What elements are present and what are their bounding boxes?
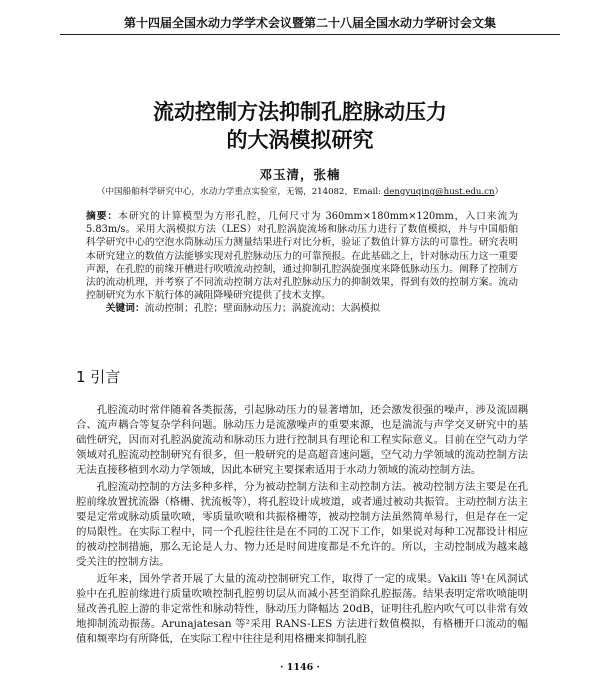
abstract xyxy=(86,210,518,316)
section-heading-introduction: 1 引言 xyxy=(76,368,121,386)
keywords-text: 流动控制；孔腔；壁面脉动压力；涡旋流动；大涡模拟 xyxy=(144,303,380,315)
author-email[interactable]: dengyuqing@hust.edu.cn xyxy=(383,187,495,197)
running-header: 第十四届全国水动力学学术会议暨第二十八届全国水动力学研讨会文集 xyxy=(60,12,560,35)
abstract-label: 摘要： xyxy=(86,211,119,222)
affiliation-close: ） xyxy=(494,187,504,197)
body-text xyxy=(76,403,528,647)
authors: 邓玉清，张楠 xyxy=(259,167,341,182)
paragraph: 近年来，国外学者开展了大量的流动控制研究工作，取得了一定的成果。Vakili 等¹在风洞试验中在孔腔前缘进行质量吹喷控制孔腔剪切层从而减小甚至消除孔腔振荡。结果表明定常吹喷能明显改善孔腔上游的非定常性和脉动特性，脉动压力降幅达 20dB，证明往孔腔内吹气可以非常有效地抑制流动振荡。Arunajatesan 等²采用 RANS-LES 方法进行数值模拟，有格栅开口流动的幅值和频率均有所降低，在实际工程中往往是利用格栅来抑制孔腔 xyxy=(76,573,528,645)
abstract-text: 本研究的计算模型为方形孔腔，几何尺寸为 360mm×180mm×120mm，入口来流为 5.83m/s。采用大涡模拟方法（LES）对孔腔涡旋流场和脉动压力进行了数值模拟，并与中国船舶科学研究中心的空泡水筒脉动压力测量结果进行对比分析，验证了数值计算方法的可靠性。研究表明本研究建立的数值方法能够实现对孔腔脉动压力的可靠预报。在此基础之上，针对脉动压力这一重要声源，在孔腔的前缘开槽进行吹喷流动控制，通过抑制孔腔涡旋强度来降低脉动压力。阐释了控制方法的流动机理，并考察了不同流动控制方法对孔腔脉动压力的抑制效果，得到有效的控制方案。流动控制研究为水下航行体的减阻降噪研究提供了技术支撑。 xyxy=(86,211,519,302)
paragraph: 孔腔流动时常伴随着各类振荡，引起脉动压力的显著增加，还会激发很强的噪声，涉及流固耦合、流声耦合等复杂学科问题。脉动压力是流激噪声的重要来源，也是湍流与声学交叉研究中的基础性研究，因而对孔腔涡旋流动和脉动压力进行控制具有理论和工程实际意义。目前在空气动力学领域对孔腔流动控制研究有很多，但一般研究的是高超音速问题，空气动力学领域的流动控制方法无法直接移植到水动力学领域，因此本研究主要探索适用于水动力领域的流动控制方法。 xyxy=(76,404,528,476)
affiliation xyxy=(0,185,600,197)
affiliation-text: （中国船舶科学研究中心，水动力学重点实验室，无锡，214082，Email: xyxy=(96,187,384,197)
abstract-body xyxy=(86,210,518,302)
paper-title-line-2: 的大涡模拟研究 xyxy=(226,128,374,152)
page-number: · 1146 · xyxy=(280,662,320,673)
keywords-label: 关键词： xyxy=(105,303,145,315)
paper-title-line-1: 流动控制方法抑制孔腔脉动压力 xyxy=(153,100,447,124)
keywords xyxy=(86,302,518,315)
paragraph: 孔腔流动控制的方法多种多样，分为被动控制方法和主动控制方法。被动控制方法主要是在孔腔前缘放置扰流器（格栅、扰流板等），将孔腔设计成坡道，或者通过被动共振管。主动控制方法主要是定常或脉动质量吹喷，零质量吹喷和共振格栅等，被动控制方法虽然简单易行，但是存在一定的局限性。在实际工程中，同一个孔腔往往是在不同的工况下工作，如果说对每种工况都设计相应的被动控制措施，那么无论是人力、物力还是时间进度都是不允许的。所以，主动控制成为越来越受关注的控制方法。 xyxy=(76,481,528,568)
